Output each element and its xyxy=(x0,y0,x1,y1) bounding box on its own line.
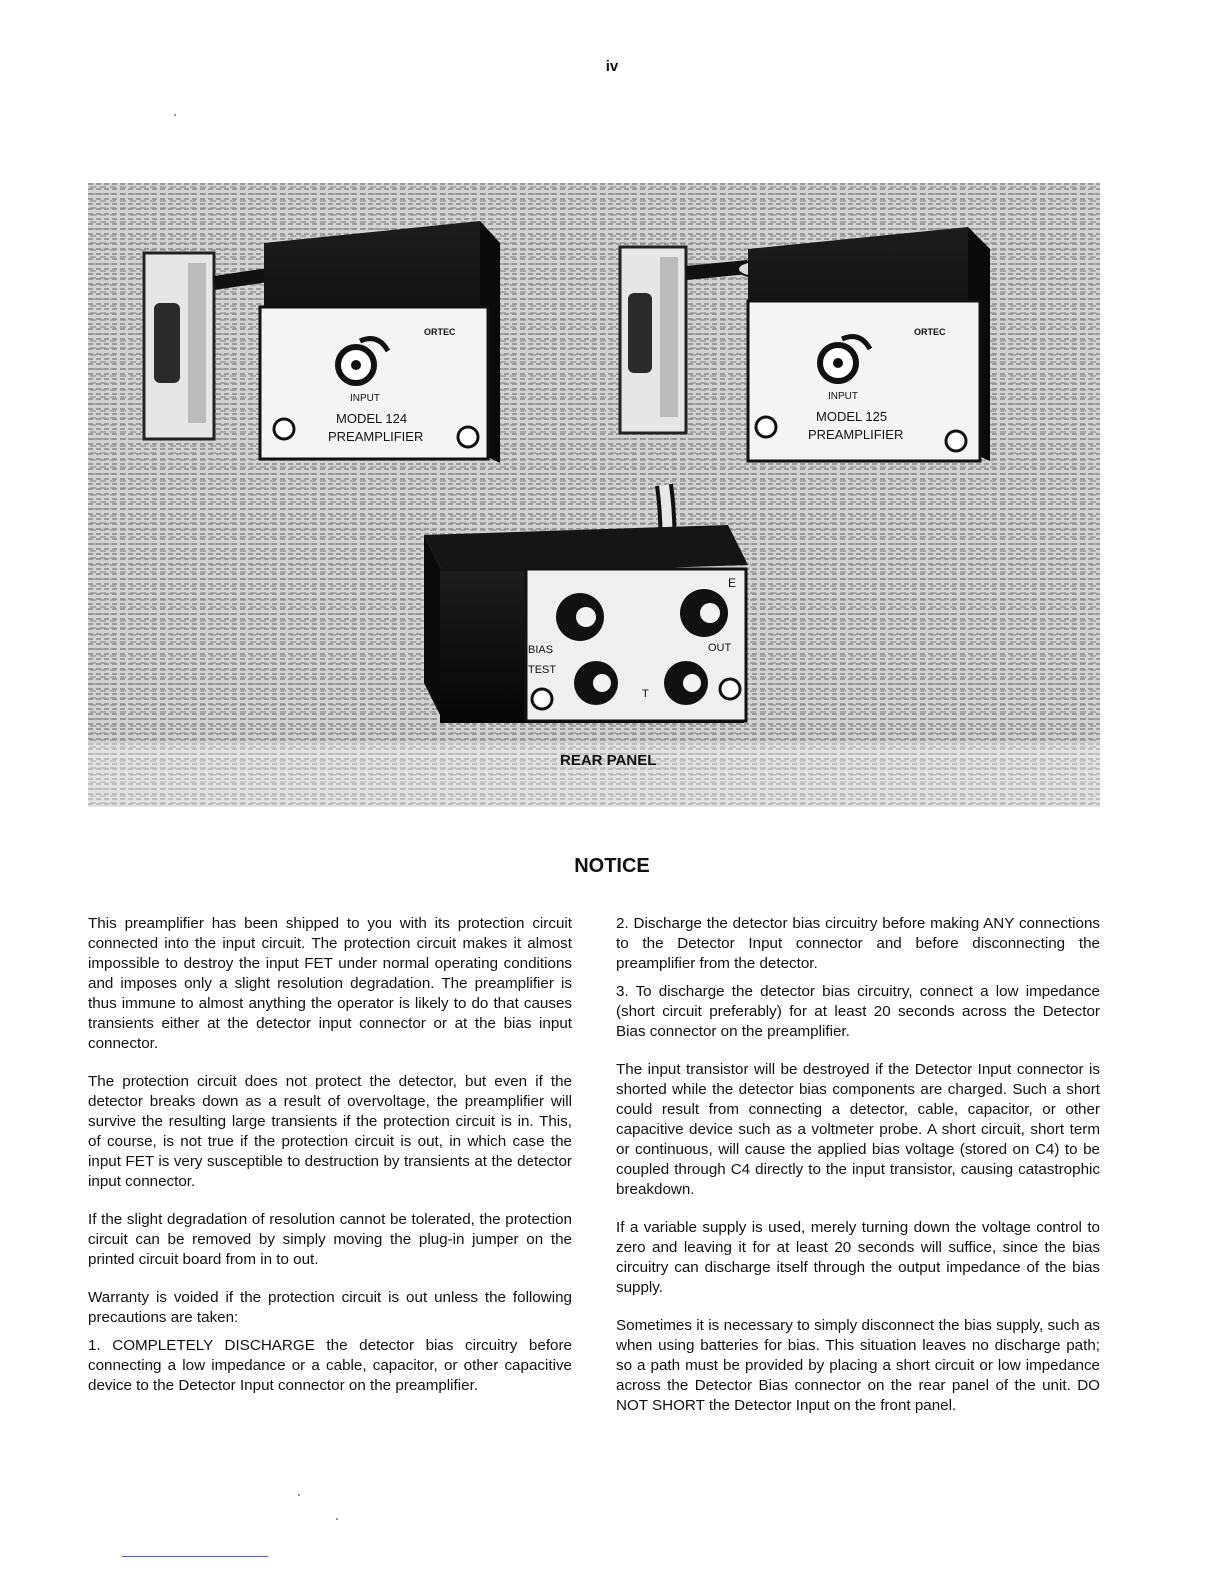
precaution-item-2: 2. Discharge the detector bias circuitry before making ANY connections to the Detector Input connector and before disconnecting the preamplifier from the detector. xyxy=(616,915,1100,972)
notice-heading: NOTICE xyxy=(574,855,650,877)
precaution-item-3: 3. To discharge the detector bias circuitry, connect a low impedance (short circuit preferably) for at least 20 seconds across the Detector Bias connector on the preamplifier. xyxy=(616,983,1100,1040)
precaution-item-1: 1. COMPLETELY DISCHARGE the detector bias circuitry before connecting a low impedance or a cable, capacitor, or other capacitive device to the Detector Input connector on the preamplifier. xyxy=(88,1337,572,1394)
page-number: iv xyxy=(605,58,619,75)
rear-label-test: TEST xyxy=(528,664,557,676)
preamplifier-photo xyxy=(88,183,1100,807)
rear-label-t: T xyxy=(642,688,649,700)
model-125-input-label: INPUT xyxy=(828,391,858,402)
rear-label-e: E xyxy=(728,576,737,590)
notice-paragraph: If the slight degradation of resolution cannot be tolerated, the protection circuit can be removed by simply moving the plug-in jumper on the printed circuit board from in to out. xyxy=(88,1211,572,1268)
notice-paragraph: If a variable supply is used, merely turning down the voltage control to zero and leaving it for at least 20 seconds will suffice, since the bias circuitry can discharge itself through the output impedance of the bias supply. xyxy=(616,1219,1100,1296)
notice-paragraph: This preamplifier has been shipped to you with its protection circuit connected into the input circuit. The protection circuit makes it almost impossible to destroy the input FET under normal operating conditions and imposes only a slight resolution degradation. The preamplifier is thus immune to almost anything the operator is likely to do that causes transients either at the detector input connector or at the bias input connector. xyxy=(88,915,572,1052)
model-124-model: MODEL 124 xyxy=(336,411,408,426)
notice-paragraph: The input transistor will be destroyed if the Detector Input connector is shorted while the detector bias components are charged. Such a short could result from connecting a detector, cable, capacitor, or other capacitive device such as a voltmeter probe. A short circuit, short term or continuous, will cause the applied bias voltage (stored on C4) to be coupled through C4 directly to the input transistor, causing catastrophic breakdown. xyxy=(616,1061,1100,1198)
scan-speck xyxy=(298,1494,300,1496)
notice-left-column xyxy=(88,914,572,1414)
notice-paragraph: Sometimes it is necessary to simply disconnect the bias supply, such as when using batteries for bias. This situation leaves no discharge path; so a path must be provided by placing a short circuit or low impedance across the Detector Bias connector on the rear panel of the unit. DO NOT SHORT the Detector Input on the front panel. xyxy=(616,1317,1100,1414)
rear-panel-caption: REAR PANEL xyxy=(560,752,657,769)
model-125-type: PREAMPLIFIER xyxy=(808,427,904,442)
model-125-brand: ORTEC xyxy=(914,327,946,337)
model-125-model: MODEL 125 xyxy=(816,409,888,424)
model-124-type: PREAMPLIFIER xyxy=(328,429,424,444)
notice-paragraph: Warranty is voided if the protection circuit is out unless the following precautions are taken: xyxy=(88,1289,572,1326)
footer-rule xyxy=(122,1556,268,1557)
scan-speck xyxy=(174,114,176,116)
model-125-unit xyxy=(620,227,990,461)
notice-right-column xyxy=(616,914,1100,1434)
rear-label-bias: BIAS xyxy=(528,644,554,656)
model-124-input-label: INPUT xyxy=(350,393,380,404)
model-124-unit xyxy=(144,221,500,463)
rear-label-out: OUT xyxy=(708,642,732,654)
scan-speck xyxy=(336,1518,338,1520)
notice-paragraph: The protection circuit does not protect the detector, but even if the detector breaks down as a result of overvoltage, the preamplifier will survive the resulting large transients if the protection circuit is in. This, of course, is not true if the protection circuit is out, in which case the input FET is very susceptible to destruction by transients at the detector input connector. xyxy=(88,1073,572,1190)
model-124-brand: ORTEC xyxy=(424,327,456,337)
